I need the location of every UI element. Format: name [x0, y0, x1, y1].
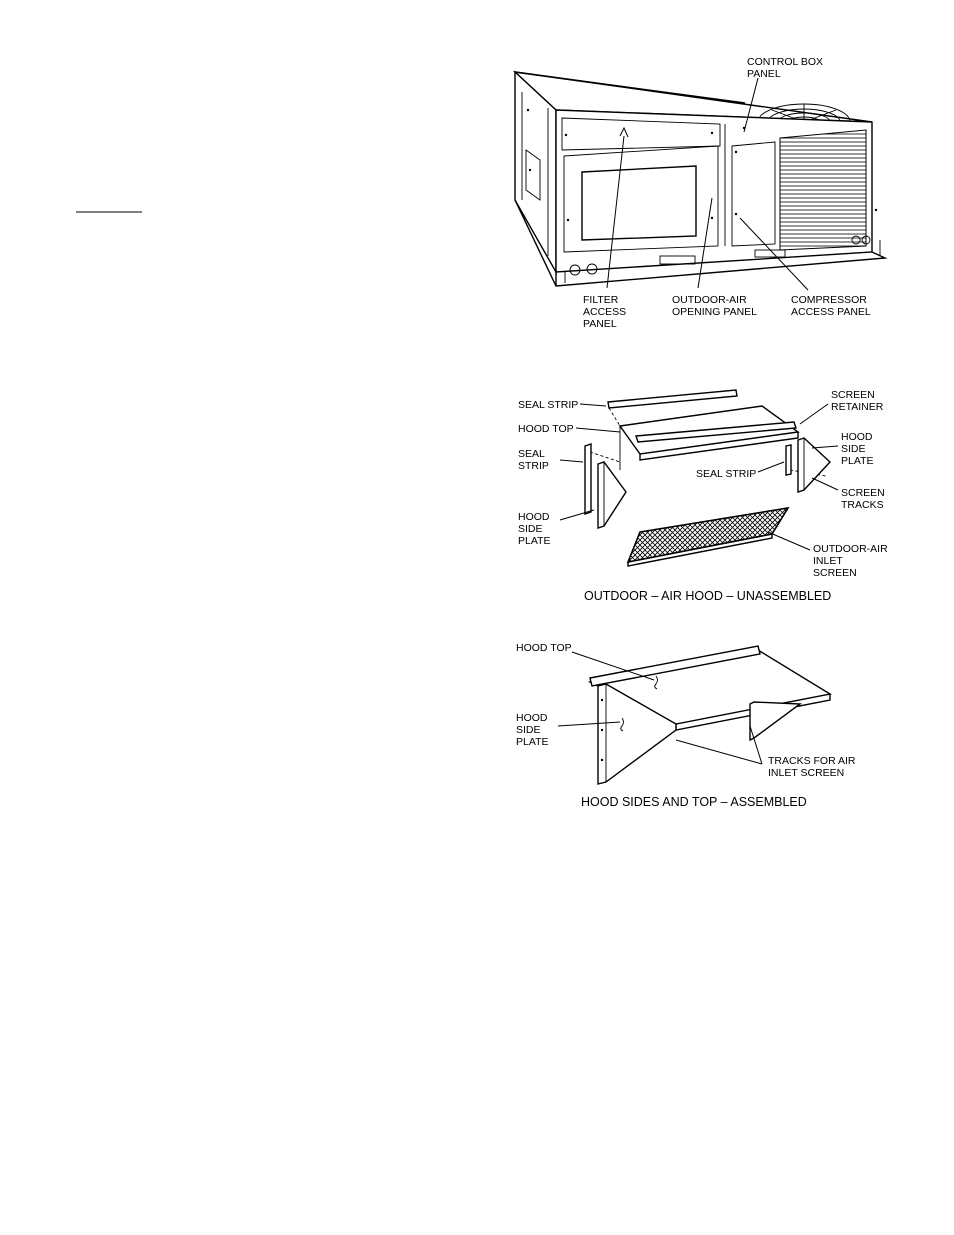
label-filter-2: ACCESS	[583, 306, 627, 318]
label-hood-side-right-2: SIDE	[841, 443, 866, 455]
label-seal-strip-top: SEAL STRIP	[518, 399, 579, 411]
seal-strip-top-part	[608, 390, 737, 408]
label-assembled-hood-side-1: HOOD	[516, 712, 548, 724]
label-compressor-2: ACCESS PANEL	[791, 306, 871, 318]
label-control-box-1: CONTROL BOX	[747, 56, 824, 68]
label-hood-side-left-1: HOOD	[518, 511, 550, 523]
label-filter-1: FILTER	[583, 294, 619, 306]
label-seal-strip-left-1: SEAL	[518, 448, 545, 460]
label-screen-tracks-2: TRACKS	[841, 499, 884, 511]
label-hood-side-right-1: HOOD	[841, 431, 873, 443]
rooftop-unit-figure	[515, 72, 885, 286]
label-screen-retainer-2: RETAINER	[831, 401, 884, 413]
label-filter-3: PANEL	[583, 318, 617, 330]
outdoor-air-inlet-screen-part	[628, 508, 788, 562]
label-screen-retainer-1: SCREEN	[831, 389, 875, 401]
caption-hood-assembled: HOOD SIDES AND TOP – ASSEMBLED	[581, 795, 807, 809]
label-inlet-screen-3: SCREEN	[813, 567, 857, 579]
label-control-box-2: PANEL	[747, 68, 781, 80]
label-screen-tracks-1: SCREEN	[841, 487, 885, 499]
label-hood-side-right-3: PLATE	[841, 455, 874, 467]
label-compressor-1: COMPRESSOR	[791, 294, 867, 306]
seal-strip-mid-part	[786, 445, 791, 475]
label-assembled-hood-side-3: PLATE	[516, 736, 549, 748]
label-hood-side-left-3: PLATE	[518, 535, 551, 547]
hood-side-plate-left-part	[598, 462, 626, 528]
condenser-grille	[780, 130, 866, 250]
label-tracks-2: INLET SCREEN	[768, 767, 845, 779]
label-seal-strip-mid: SEAL STRIP	[696, 468, 757, 480]
label-outdoor-air-1: OUTDOOR-AIR	[672, 294, 747, 306]
label-tracks-1: TRACKS FOR AIR	[768, 755, 856, 767]
label-assembled-hood-top: HOOD TOP	[516, 642, 572, 654]
label-hood-top: HOOD TOP	[518, 423, 574, 435]
label-seal-strip-left-2: STRIP	[518, 460, 549, 472]
label-inlet-screen-1: OUTDOOR-AIR	[813, 543, 888, 555]
label-assembled-hood-side-2: SIDE	[516, 724, 541, 736]
label-outdoor-air-2: OPENING PANEL	[672, 306, 757, 318]
seal-strip-left-part	[585, 444, 591, 514]
label-inlet-screen-2: INLET	[813, 555, 843, 567]
caption-hood-unassembled: OUTDOOR – AIR HOOD – UNASSEMBLED	[584, 589, 832, 603]
label-hood-side-left-2: SIDE	[518, 523, 543, 535]
